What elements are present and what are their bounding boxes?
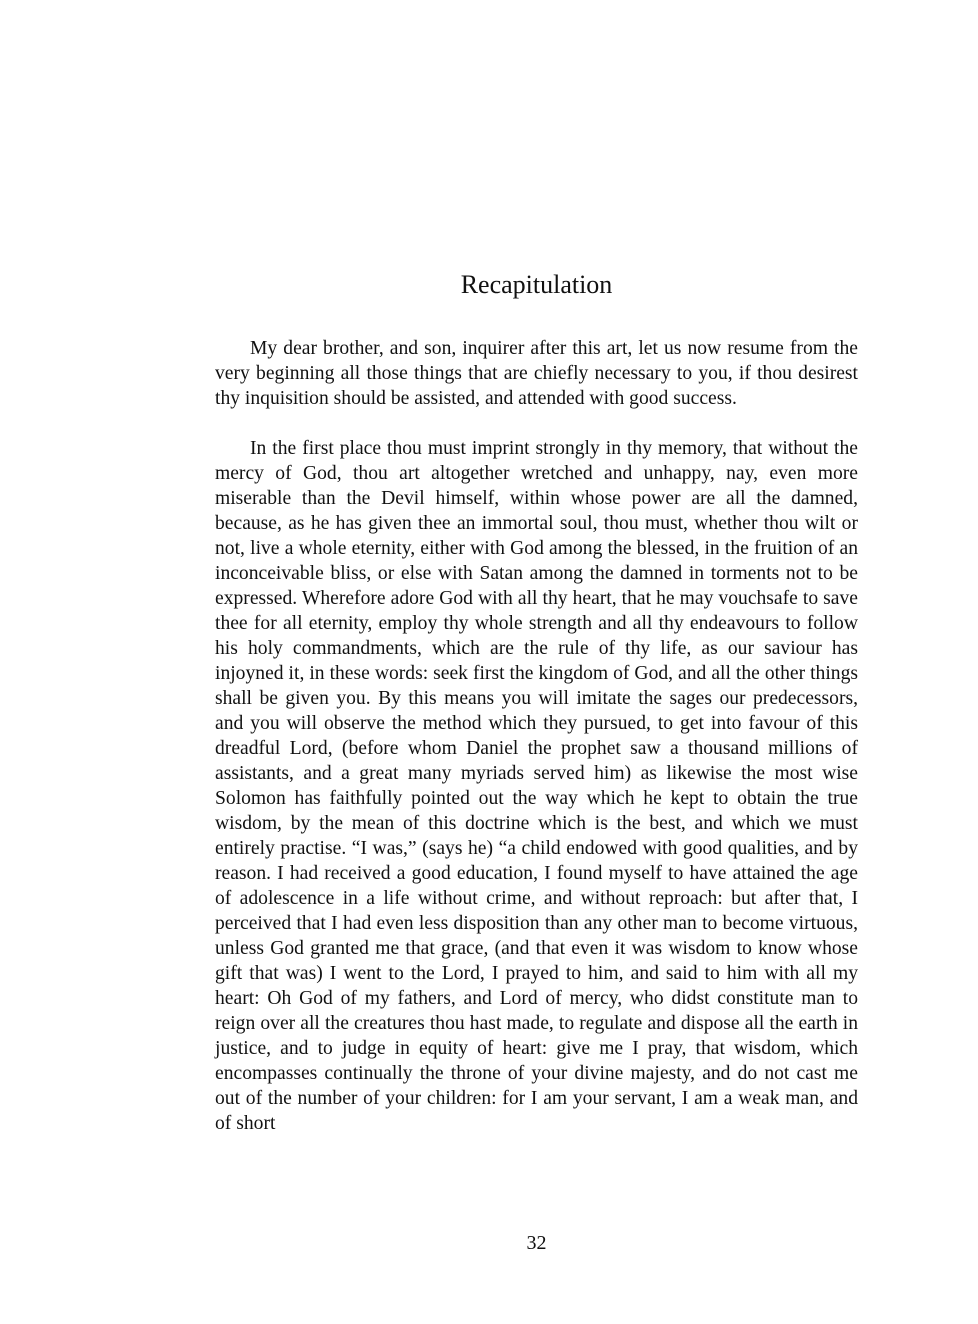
page-number: 32 xyxy=(526,1232,547,1254)
paragraph-2: In the first place thou must imprint strongly in thy memory, that without the mercy of God, thou art altogether wretched and unhappy, nay, even more miserable than the Devil himself, within whose power are all the damned, because, as he has given thee an immortal soul, thou must, whether thou wilt or not, live a whole eternity, either with God among the blessed, in the fruition of an inconceivable bliss, or else with Satan among the damned in torments not to be expressed. Wherefore adore God with all thy heart, that he may vouchsafe to save thee for all eternity, employ thy whole strength and all thy endeavours to follow his holy commandments, which are the rule of thy life, as our saviour has injoyned it, in these words: seek first the kingdom of God, and all the other things shall be given you. By this means you will imitate the sages our predecessors, and you will observe the method which they pursued, to get into favour of this dreadful Lord, (before whom Daniel the prophet saw a thousand millions of assistants, and a great many myriads served him) as likewise the most wise Solomon has faithfully pointed out the way which he kept to obtain the true wisdom, by the mean of this doctrine which is the best, and which we must entirely practise. “I was,” (says he) “a child endowed with good qualities, and by reason. I had received a good education, I found myself to have attained the age of adolescence in a life without crime, and without reproach: but after that, I perceived that I had even less disposition than any other man to become virtuous, unless God granted me that grace, (and that even it was wisdom to know whose gift that was) I went to the Lord, I prayed to him, and said to him with all my heart: Oh God of my fathers, and Lord of mercy, who didst constitute man to reign over all the creatures thou hast made, to regulate and dispose all the earth in justice, and to judge in equity of heart: give me I pray, that wisdom, which encompasses continually the throne of your divine majesty, and do not cast me out of the number of your children: for I am your servant, I am a weak man, and of short xyxy=(215,438,858,1134)
body-text xyxy=(215,336,858,1136)
paragraph-spacer xyxy=(215,411,858,436)
paragraph-1: My dear brother, and son, inquirer after this art, let us now resume from the very beginning all those things that are chiefly necessary to you, if thou desirest thy inquisition should be assisted, and attended with good success. xyxy=(215,338,858,409)
chapter-title: Recapitulation xyxy=(460,270,613,299)
